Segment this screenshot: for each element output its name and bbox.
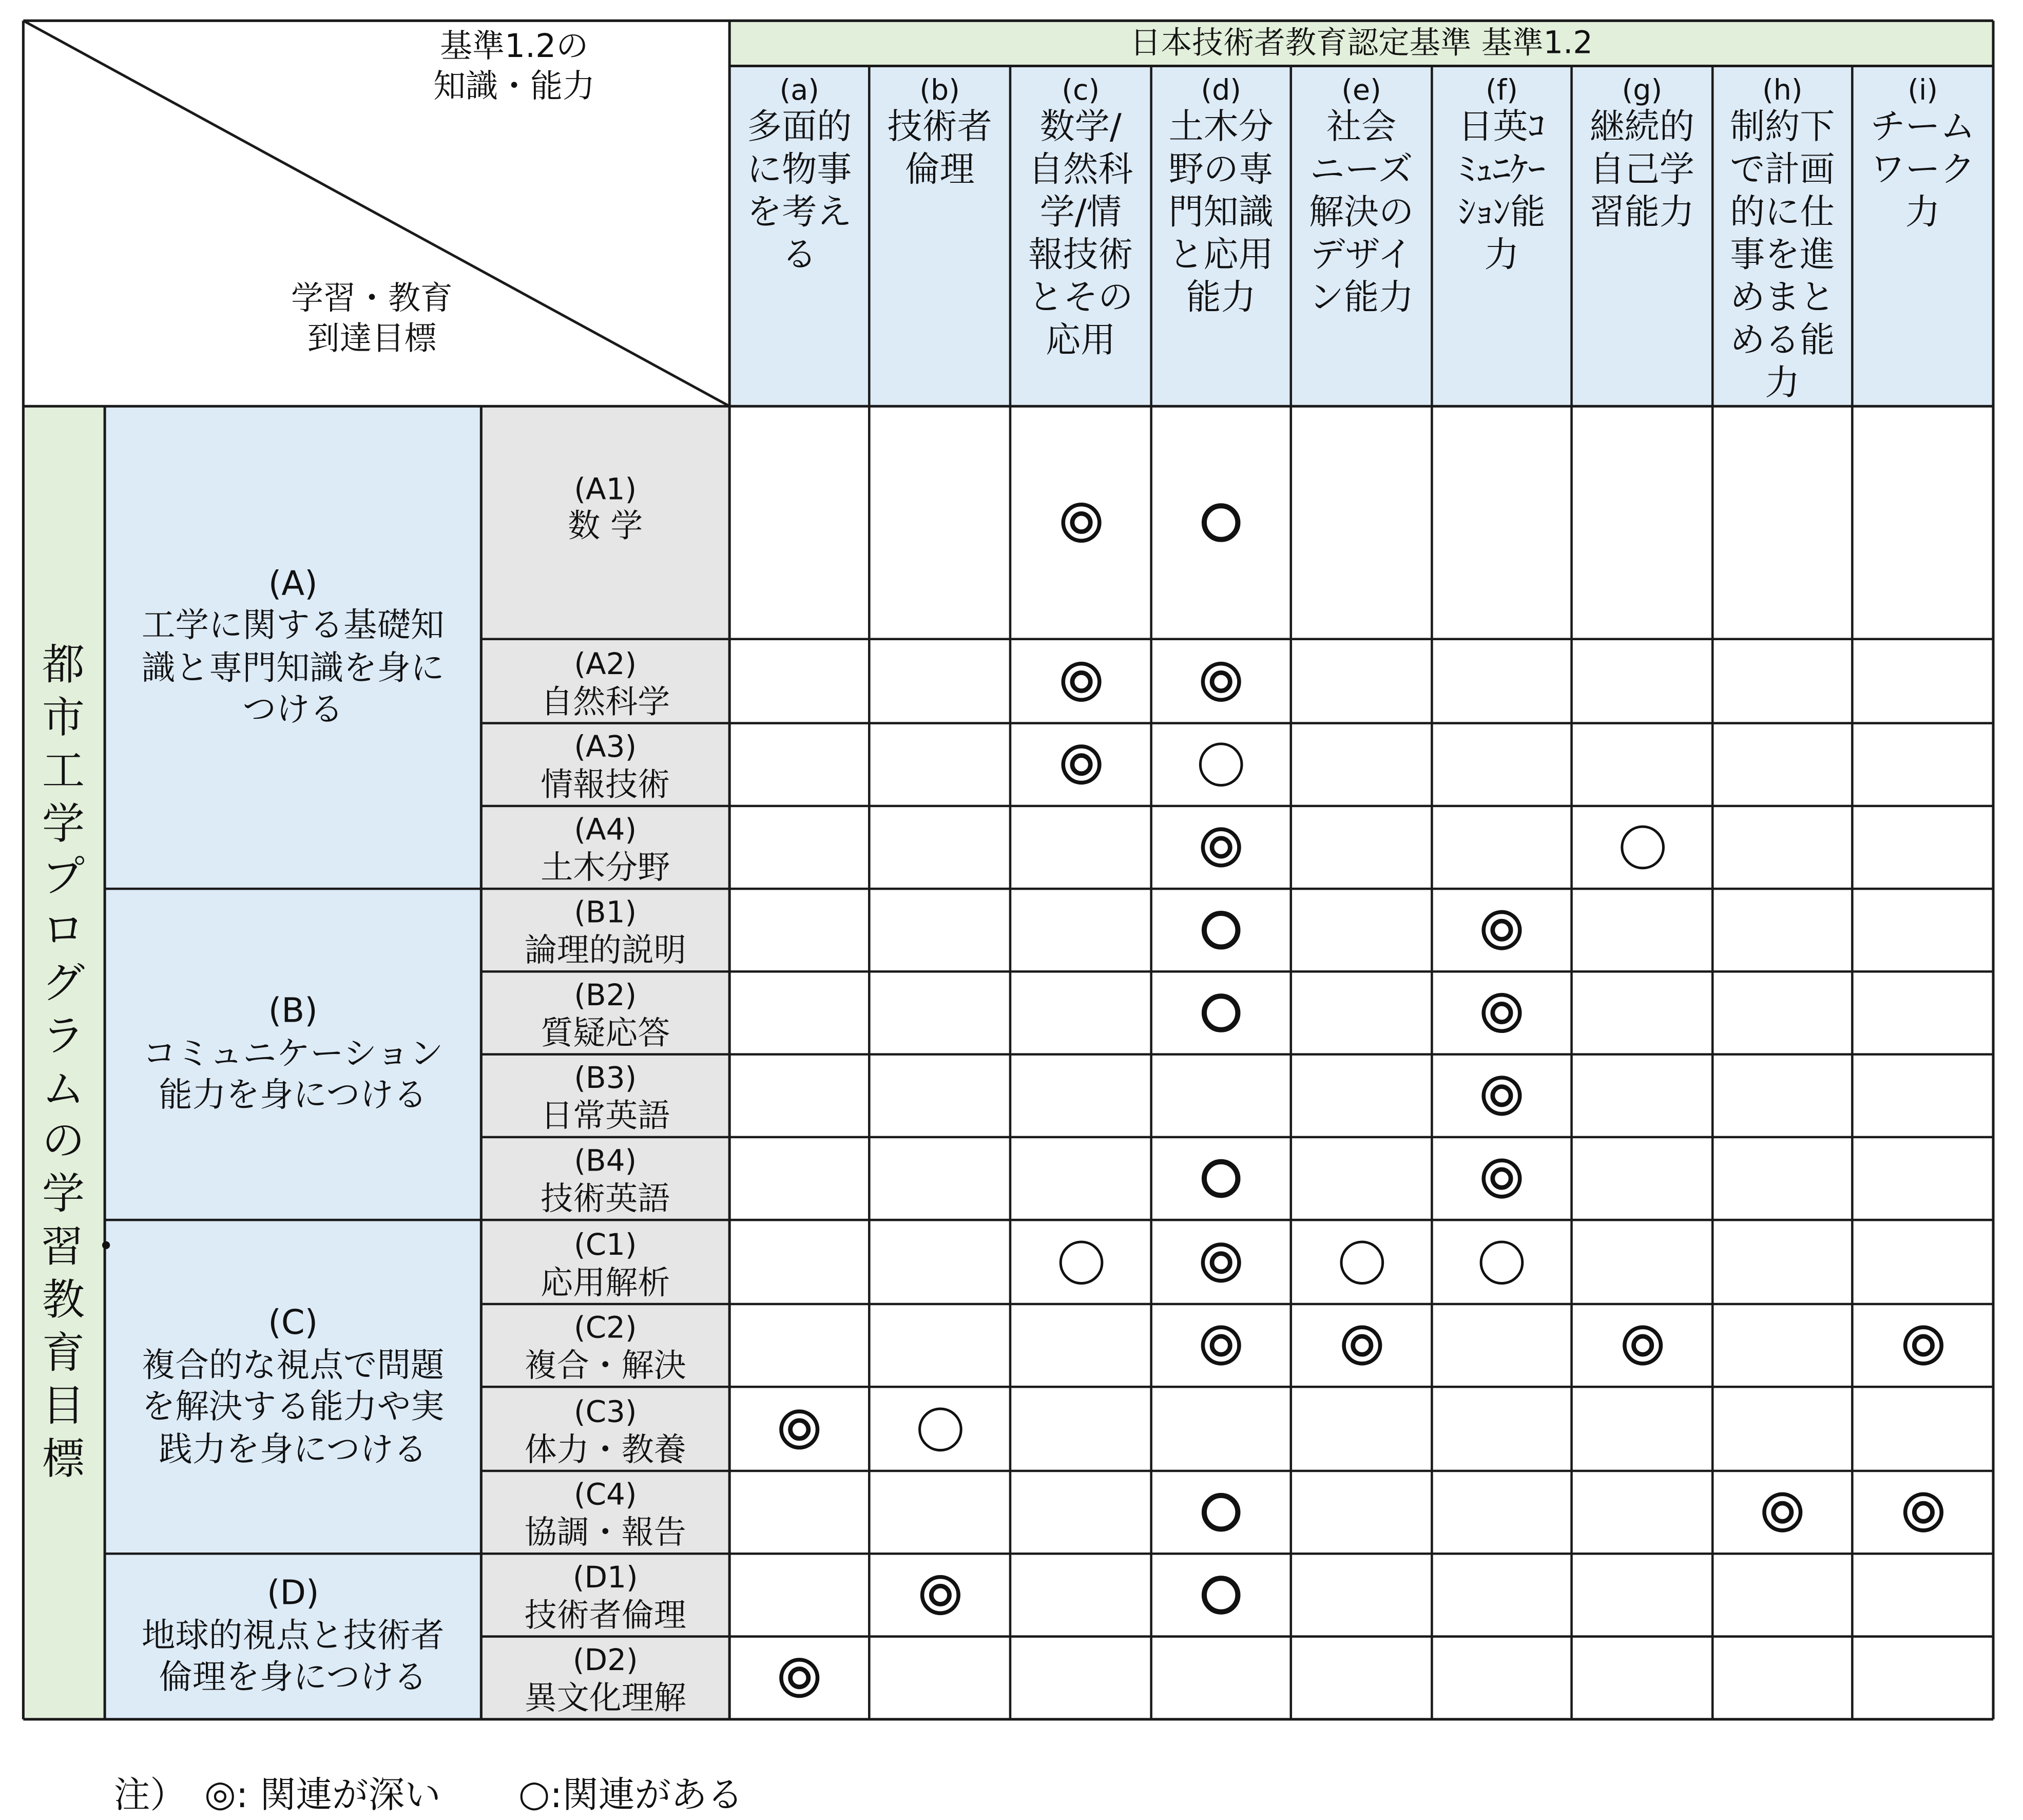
mark-cell <box>1572 1471 1713 1554</box>
deep-relation-mark <box>1057 658 1104 704</box>
row-name: 技術者倫理 <box>524 1596 686 1634</box>
mark-cell <box>1291 1220 1432 1304</box>
mark-cell <box>1712 1387 1852 1471</box>
mark-cell <box>1010 1554 1151 1636</box>
row-label-D1 <box>481 1554 729 1636</box>
column-letter: (h) <box>1762 75 1803 108</box>
mark-cell <box>729 639 869 723</box>
mark-cell <box>729 1554 869 1636</box>
row-code: (B4) <box>574 1145 637 1179</box>
mark-cell <box>1432 1055 1571 1137</box>
mark-cell <box>1010 971 1151 1054</box>
mark-cell <box>729 723 869 806</box>
mark-cell <box>729 1637 869 1719</box>
mark-cell <box>729 1220 869 1304</box>
mark-cell <box>729 1387 869 1471</box>
column-label: 制約下 で計画 的に仕 事を進 めまと める能 力 <box>1730 107 1835 404</box>
column-letter: (b) <box>919 75 960 108</box>
mark-cell <box>1852 971 1993 1054</box>
row-code: (A1) <box>574 473 637 507</box>
mark-cell <box>1572 1387 1713 1471</box>
mark-cell <box>1572 406 1713 639</box>
column-label: 技術者 倫理 <box>887 107 992 190</box>
mark-cell <box>729 889 869 971</box>
group-code: (A) <box>268 564 318 604</box>
row-name: 質疑応答 <box>541 1013 670 1051</box>
mark-cell <box>1151 889 1291 971</box>
row-name: 日常英語 <box>541 1096 670 1134</box>
deep-relation-mark <box>1899 1322 1946 1369</box>
group-cell-D <box>105 1554 481 1719</box>
corner-bottom-line1: 学習・教育 <box>291 279 453 317</box>
mark-cell <box>1151 1220 1291 1304</box>
mark-cell <box>729 806 869 889</box>
mark-cell <box>1572 723 1713 806</box>
row-name: 数 学 <box>568 507 643 546</box>
column-letter: (e) <box>1341 75 1381 108</box>
relation-mark <box>1198 741 1244 788</box>
row-label-B1 <box>481 889 729 971</box>
mark-cell <box>1432 1220 1571 1304</box>
relation-mark <box>1619 824 1666 871</box>
mark-cell <box>1432 406 1571 639</box>
column-label: 継続的 自己学 習能力 <box>1589 107 1694 233</box>
mark-cell <box>1010 889 1151 971</box>
legend-deep-symbol: ◎ <box>204 1771 236 1815</box>
deep-relation-mark <box>1198 1239 1244 1286</box>
deep-relation-mark <box>1057 741 1104 788</box>
mark-cell <box>869 1220 1010 1304</box>
row-name: 協調・報告 <box>524 1512 686 1550</box>
mark-cell <box>1151 1554 1291 1636</box>
column-header-4 <box>1291 66 1432 407</box>
group-code: (B) <box>268 992 318 1031</box>
mark-cell <box>1572 806 1713 889</box>
deep-relation-mark <box>916 1572 963 1619</box>
mark-cell <box>1010 1637 1151 1719</box>
row-name: 体力・教養 <box>524 1430 686 1468</box>
row-label-D2 <box>481 1637 729 1719</box>
mark-cell <box>1852 723 1993 806</box>
row-label-A3 <box>481 723 729 806</box>
mark-cell <box>729 971 869 1054</box>
mark-cell <box>869 639 1010 723</box>
mark-cell <box>1151 1637 1291 1719</box>
mark-cell <box>1291 723 1432 806</box>
mark-cell <box>1291 1137 1432 1220</box>
row-code: (B2) <box>574 979 637 1013</box>
group-label: 地球的視点と技術者 倫理を身につける <box>141 1617 445 1698</box>
mark-cell <box>729 406 869 639</box>
column-header-7 <box>1712 66 1852 407</box>
mark-cell <box>869 723 1010 806</box>
mark-cell <box>1712 723 1852 806</box>
mark-cell <box>869 1137 1010 1220</box>
row-code: (B1) <box>574 896 637 930</box>
mark-cell <box>1712 971 1852 1054</box>
relation-mark <box>1198 990 1244 1037</box>
row-code: (D1) <box>572 1561 638 1596</box>
row-code: (C4) <box>573 1479 637 1512</box>
mark-cell <box>1712 406 1852 639</box>
group-cell-B <box>105 889 481 1220</box>
mark-cell <box>1291 1055 1432 1137</box>
mark-cell <box>1010 806 1151 889</box>
mark-cell <box>1151 1055 1291 1137</box>
group-code: (C) <box>268 1304 318 1343</box>
relation-mark <box>1478 1239 1525 1286</box>
row-name: 自然科学 <box>541 682 670 720</box>
mark-cell <box>1432 639 1571 723</box>
mark-cell <box>1712 1637 1852 1719</box>
column-letter: (a) <box>779 75 819 108</box>
mark-cell <box>729 1137 869 1220</box>
column-label: 数学/ 自然科 学/情 報技術 とその 応用 <box>1028 107 1133 361</box>
mark-cell <box>869 406 1010 639</box>
relation-mark <box>1198 1489 1244 1536</box>
mark-cell <box>1291 1637 1432 1719</box>
mark-cell <box>729 1055 869 1137</box>
row-code: (C2) <box>573 1312 637 1346</box>
column-letter: (f) <box>1486 75 1518 108</box>
mark-cell <box>1852 639 1993 723</box>
column-label: 日英ｺ ﾐｭﾆｹｰ ｼｮﾝ能 力 <box>1458 107 1546 276</box>
mark-cell <box>1432 1554 1571 1636</box>
row-code: (A2) <box>574 648 637 682</box>
mark-cell <box>1712 806 1852 889</box>
mark-cell <box>1572 1055 1713 1137</box>
mark-cell <box>1291 1471 1432 1554</box>
mark-cell <box>1712 1304 1852 1387</box>
mark-cell <box>1291 1554 1432 1636</box>
mark-cell <box>1852 1471 1993 1554</box>
column-header-6 <box>1572 66 1713 407</box>
mark-cell <box>1151 639 1291 723</box>
corner-top-line1: 基準1.2の <box>440 27 589 65</box>
relation-mark <box>1198 1155 1244 1202</box>
column-header-0 <box>729 66 869 407</box>
row-label-B2 <box>481 971 729 1054</box>
column-header-8 <box>1852 66 1993 407</box>
mark-cell <box>869 1554 1010 1636</box>
row-label-C2 <box>481 1304 729 1387</box>
mark-cell <box>1852 1137 1993 1220</box>
deep-relation-mark <box>1198 824 1244 871</box>
mark-cell <box>1572 1304 1713 1387</box>
mark-cell <box>1010 406 1151 639</box>
column-header-1 <box>869 66 1010 407</box>
mark-cell <box>729 1471 869 1554</box>
row-name: 土木分野 <box>541 848 670 886</box>
legend-some-text: :関連がある <box>550 1773 744 1816</box>
group-label: 工学に関する基礎知 識と専門知識を身に つける <box>141 606 445 730</box>
deep-relation-mark <box>776 1406 823 1452</box>
mark-cell <box>1010 1055 1151 1137</box>
deep-relation-mark <box>1478 907 1525 953</box>
mark-cell <box>1291 406 1432 639</box>
relation-mark <box>1057 1239 1104 1286</box>
group-cell-A <box>105 406 481 889</box>
corner-bottom-line2: 到達目標 <box>307 320 437 358</box>
mark-cell <box>1010 1471 1151 1554</box>
mark-cell <box>1852 1220 1993 1304</box>
relation-mark <box>1198 907 1244 953</box>
row-code: (C1) <box>573 1229 637 1263</box>
column-label: 社会 ニーズ 解決の デザイ ン能力 <box>1309 107 1414 318</box>
mark-cell <box>1432 889 1571 971</box>
mark-cell <box>1151 806 1291 889</box>
mark-cell <box>1291 889 1432 971</box>
mark-cell <box>1852 1387 1993 1471</box>
row-name: 技術英語 <box>541 1179 670 1217</box>
mark-cell <box>1432 723 1571 806</box>
mark-cell <box>1291 1387 1432 1471</box>
mark-cell <box>1572 889 1713 971</box>
mark-cell <box>1712 1554 1852 1636</box>
deep-relation-mark <box>1198 658 1244 704</box>
mark-cell <box>1151 1387 1291 1471</box>
deep-relation-mark <box>1057 500 1104 546</box>
mark-cell <box>1432 1387 1571 1471</box>
legend <box>114 1767 743 1819</box>
mark-cell <box>1572 1220 1713 1304</box>
mark-cell <box>1852 1637 1993 1719</box>
row-code: (B3) <box>574 1062 637 1096</box>
row-code: (D2) <box>572 1644 638 1678</box>
column-label: 土木分 野の専 門知識 と応用 能力 <box>1168 107 1274 318</box>
corner-top-line2: 知識・能力 <box>433 67 595 105</box>
column-header-2 <box>1010 66 1151 407</box>
column-label: 多面的 に物事 を考え る <box>747 107 852 276</box>
mark-cell <box>1712 889 1852 971</box>
mark-cell <box>1151 971 1291 1054</box>
row-name: 論理的説明 <box>524 930 686 969</box>
mark-cell <box>1852 406 1993 639</box>
mark-cell <box>1432 1471 1571 1554</box>
legend-some-symbol: ○ <box>518 1771 550 1815</box>
row-label-C4 <box>481 1471 729 1554</box>
column-letter: (c) <box>1062 75 1100 108</box>
group-code: (D) <box>266 1575 319 1614</box>
mark-cell <box>1852 806 1993 889</box>
deep-relation-mark <box>1619 1322 1666 1369</box>
mark-cell <box>869 1471 1010 1554</box>
mark-cell <box>869 1055 1010 1137</box>
mark-cell <box>1432 1137 1571 1220</box>
row-name: 異文化理解 <box>524 1678 686 1716</box>
mark-cell <box>1010 723 1151 806</box>
mark-cell <box>1712 1471 1852 1554</box>
mark-cell <box>1432 971 1571 1054</box>
mark-cell <box>1852 1304 1993 1387</box>
row-label-A2 <box>481 639 729 723</box>
mark-cell <box>1291 639 1432 723</box>
row-label-C1 <box>481 1220 729 1304</box>
mark-cell <box>1852 1055 1993 1137</box>
row-label-B3 <box>481 1055 729 1137</box>
mark-cell <box>869 889 1010 971</box>
mark-cell <box>1572 639 1713 723</box>
corner-criteria-caption <box>433 26 595 106</box>
mark-cell <box>1712 1137 1852 1220</box>
mark-cell <box>869 1387 1010 1471</box>
group-label: 複合的な視点で問題 を解決する能力や実 践力を身につける <box>141 1346 445 1469</box>
relation-mark <box>1338 1239 1385 1286</box>
mark-cell <box>1010 639 1151 723</box>
criteria-title-cell <box>729 21 1993 66</box>
row-code: (A3) <box>574 731 637 765</box>
program-title: 都市工学プログラムの学習・教育目標 <box>41 639 129 1484</box>
row-name: 複合・解決 <box>524 1346 686 1384</box>
relation-mark <box>1198 500 1244 546</box>
mark-cell <box>1291 806 1432 889</box>
mark-cell <box>1151 1137 1291 1220</box>
mark-cell <box>869 1304 1010 1387</box>
deep-relation-mark <box>1759 1489 1806 1536</box>
mark-cell <box>1010 1137 1151 1220</box>
row-name: 情報技術 <box>541 765 670 803</box>
mark-cell <box>1432 1304 1571 1387</box>
row-label-C3 <box>481 1387 729 1471</box>
relation-mark <box>916 1406 963 1452</box>
deep-relation-mark <box>1198 1322 1244 1369</box>
row-label-A4 <box>481 806 729 889</box>
mark-cell <box>1151 406 1291 639</box>
mark-cell <box>1572 1554 1713 1636</box>
mark-cell <box>1151 1471 1291 1554</box>
group-cell-C <box>105 1220 481 1554</box>
row-code: (A4) <box>574 814 637 848</box>
mark-cell <box>1432 1637 1571 1719</box>
column-letter: (d) <box>1201 75 1241 108</box>
mark-cell <box>869 806 1010 889</box>
mark-cell <box>1572 971 1713 1054</box>
column-label: チーム ワーク 力 <box>1870 107 1975 233</box>
deep-relation-mark <box>776 1655 823 1701</box>
column-header-5 <box>1432 66 1571 407</box>
deep-relation-mark <box>1478 1155 1525 1202</box>
row-label-B4 <box>481 1137 729 1220</box>
mark-cell <box>1432 806 1571 889</box>
deep-relation-mark <box>1899 1489 1946 1536</box>
mark-cell <box>1852 1554 1993 1636</box>
mark-cell <box>1712 1220 1852 1304</box>
mark-cell <box>1010 1220 1151 1304</box>
mark-cell <box>1712 639 1852 723</box>
program-title-cell <box>23 406 129 1719</box>
mark-cell <box>1852 889 1993 971</box>
mark-cell <box>1151 723 1291 806</box>
row-code: (C3) <box>573 1396 637 1430</box>
row-name: 応用解析 <box>541 1263 670 1301</box>
corner-objectives-caption <box>291 278 453 359</box>
mark-cell <box>729 1304 869 1387</box>
mark-cell <box>1572 1637 1713 1719</box>
mark-cell <box>1291 1304 1432 1387</box>
mark-cell <box>869 971 1010 1054</box>
column-letter: (i) <box>1908 75 1938 108</box>
criteria-title: 日本技術者教育認定基準 基準1.2 <box>1130 25 1593 61</box>
group-label: コミュニケーション 能力を身につける <box>142 1034 444 1116</box>
mark-cell <box>1010 1387 1151 1471</box>
row-label-A1 <box>481 406 729 639</box>
mark-cell <box>869 1637 1010 1719</box>
deep-relation-mark <box>1478 1072 1525 1119</box>
legend-prefix: 注） <box>113 1773 186 1816</box>
column-letter: (g) <box>1622 75 1663 108</box>
deep-relation-mark <box>1338 1322 1385 1369</box>
legend-deep-text: : 関連が深い <box>236 1773 441 1816</box>
mark-cell <box>1291 971 1432 1054</box>
relation-mark <box>1198 1572 1244 1619</box>
mark-cell <box>1010 1304 1151 1387</box>
mark-cell <box>1572 1137 1713 1220</box>
column-header-3 <box>1151 66 1291 407</box>
mark-cell <box>1151 1304 1291 1387</box>
deep-relation-mark <box>1478 990 1525 1037</box>
mark-cell <box>1712 1055 1852 1137</box>
